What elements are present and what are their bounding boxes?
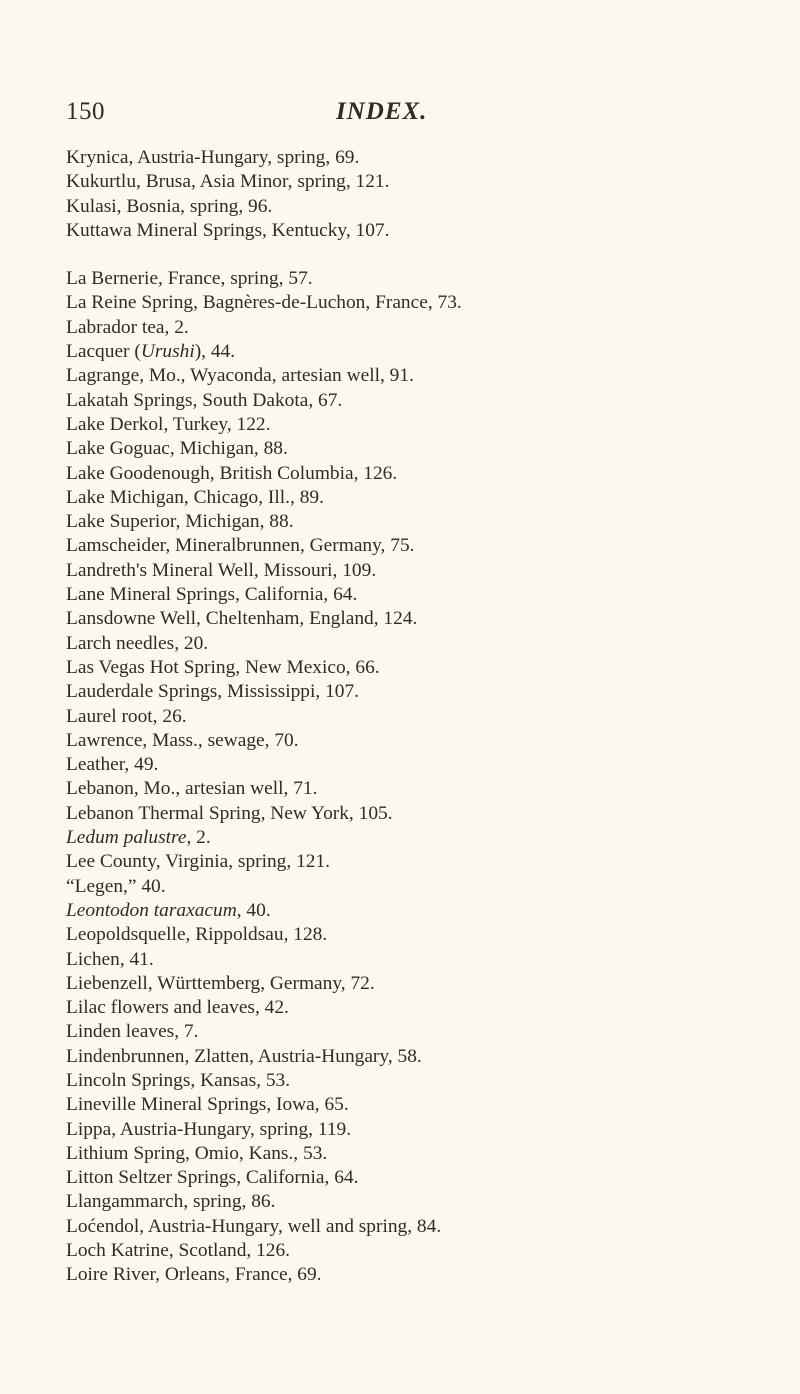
entry-text: Lansdowne Well, Cheltenham, England, 124. bbox=[66, 608, 418, 630]
page-number: 150 bbox=[66, 98, 105, 125]
index-entry bbox=[66, 1069, 756, 1093]
entry-text-italic: Leontodon taraxacum bbox=[66, 899, 237, 921]
entry-text: Leopoldsquelle, Rippoldsau, 128. bbox=[66, 924, 328, 946]
index-entry bbox=[66, 389, 756, 413]
entry-text: Llangammarch, spring, 86. bbox=[66, 1191, 276, 1213]
entry-text-prefix: Lacquer ( bbox=[66, 341, 141, 363]
entry-text: Lagrange, Mo., Wyaconda, artesian well, 91. bbox=[66, 365, 414, 387]
index-entry bbox=[66, 1118, 756, 1142]
index-entry bbox=[66, 753, 756, 777]
entry-text: Liebenzell, Württemberg, Germany, 72. bbox=[66, 972, 375, 994]
index-entry bbox=[66, 607, 756, 631]
entry-text: Litton Seltzer Springs, California, 64. bbox=[66, 1167, 359, 1189]
entry-text: Loćendol, Austria-Hungary, well and spring, 84. bbox=[66, 1215, 442, 1237]
entry-text-suffix: ), 44. bbox=[194, 341, 236, 363]
index-entry bbox=[66, 462, 756, 486]
entry-text: Loire River, Orleans, France, 69. bbox=[66, 1264, 322, 1286]
index-entry bbox=[66, 1142, 756, 1166]
entry-text: Lamscheider, Mineralbrunnen, Germany, 75. bbox=[66, 535, 415, 557]
entry-text: Labrador tea, 2. bbox=[66, 316, 189, 338]
index-entry bbox=[66, 923, 756, 947]
entry-text: Lichen, 41. bbox=[66, 948, 154, 970]
index-entry bbox=[66, 632, 756, 656]
entry-text: Landreth's Mineral Well, Missouri, 109. bbox=[66, 559, 377, 581]
index-entry bbox=[66, 826, 756, 850]
entry-text: Lebanon, Mo., artesian well, 71. bbox=[66, 778, 318, 800]
entry-text: Kuttawa Mineral Springs, Kentucky, 107. bbox=[66, 219, 390, 241]
index-entry bbox=[66, 510, 756, 534]
entry-text-italic: Urushi bbox=[140, 341, 195, 363]
index-entry bbox=[66, 364, 756, 388]
index-entry bbox=[66, 437, 756, 461]
entry-text: Krynica, Austria-Hungary, spring, 69. bbox=[66, 147, 360, 168]
entry-text: Kukurtlu, Brusa, Asia Minor, spring, 121. bbox=[66, 171, 390, 193]
entry-text: Lincoln Springs, Kansas, 53. bbox=[66, 1069, 291, 1091]
index-entry bbox=[66, 1263, 756, 1287]
entry-text: “Legen,” 40. bbox=[66, 875, 166, 897]
index-entry bbox=[66, 559, 756, 583]
index-entry bbox=[66, 583, 756, 607]
index-entry bbox=[66, 534, 756, 558]
index-entry bbox=[66, 802, 756, 826]
index-entry bbox=[66, 948, 756, 972]
entry-text: Lineville Mineral Springs, Iowa, 65. bbox=[66, 1094, 349, 1116]
entry-text: Lake Superior, Michigan, 88. bbox=[66, 511, 294, 533]
index-entry bbox=[66, 1020, 756, 1044]
index-entry bbox=[66, 850, 756, 874]
index-entry bbox=[66, 705, 756, 729]
entry-text: Lake Derkol, Turkey, 122. bbox=[66, 413, 271, 435]
entry-text-suffix: , 2. bbox=[186, 827, 211, 849]
entry-text: Lake Goguac, Michigan, 88. bbox=[66, 438, 288, 460]
entry-text: Loch Katrine, Scotland, 126. bbox=[66, 1240, 291, 1262]
page-header bbox=[66, 98, 486, 134]
entry-text: Lawrence, Mass., sewage, 70. bbox=[66, 729, 299, 751]
entry-text-suffix: , 40. bbox=[236, 899, 271, 921]
index-entry bbox=[66, 996, 756, 1020]
entry-text: Lane Mineral Springs, California, 64. bbox=[66, 584, 358, 606]
index-entry bbox=[66, 875, 756, 899]
index-entry bbox=[66, 899, 756, 923]
index-entry bbox=[66, 972, 756, 996]
entry-text: Lippa, Austria-Hungary, spring, 119. bbox=[66, 1118, 352, 1140]
index-entry bbox=[66, 656, 756, 680]
index-entry bbox=[66, 1045, 756, 1069]
entry-text: Lakatah Springs, South Dakota, 67. bbox=[66, 389, 343, 411]
entry-text: Larch needles, 20. bbox=[66, 632, 209, 654]
entry-text: Las Vegas Hot Spring, New Mexico, 66. bbox=[66, 656, 380, 678]
entry-text: Linden leaves, 7. bbox=[66, 1021, 199, 1043]
entry-text: Lee County, Virginia, spring, 121. bbox=[66, 851, 330, 873]
index-entry bbox=[66, 291, 756, 315]
entry-text: Leather, 49. bbox=[66, 754, 159, 776]
index-entry bbox=[66, 316, 756, 340]
index-entry bbox=[66, 413, 756, 437]
index-entry bbox=[66, 680, 756, 704]
index-entry bbox=[66, 1093, 756, 1117]
index-entry bbox=[66, 777, 756, 801]
entry-text: La Reine Spring, Bagnères-de-Luchon, France, 73. bbox=[66, 292, 462, 314]
entry-text-italic: Ledum palustre bbox=[66, 827, 187, 849]
entry-text: Lauderdale Springs, Mississippi, 107. bbox=[66, 681, 359, 703]
entry-text: Lebanon Thermal Spring, New York, 105. bbox=[66, 802, 393, 824]
entry-text: Lithium Spring, Omio, Kans., 53. bbox=[66, 1142, 328, 1164]
entry-text: Lake Michigan, Chicago, Ill., 89. bbox=[66, 486, 324, 508]
index-entry bbox=[66, 1166, 756, 1190]
index-entry bbox=[66, 1190, 756, 1214]
entry-text: Lilac flowers and leaves, 42. bbox=[66, 997, 289, 1019]
index-entry bbox=[66, 486, 756, 510]
entry-text: La Bernerie, France, spring, 57. bbox=[66, 268, 313, 290]
index-list bbox=[66, 146, 756, 1288]
index-entry bbox=[66, 170, 756, 194]
index-entry bbox=[66, 146, 756, 170]
index-entry bbox=[66, 729, 756, 753]
index-entry bbox=[66, 340, 756, 364]
index-entry bbox=[66, 267, 756, 291]
index-entry bbox=[66, 219, 756, 243]
entry-text: Lindenbrunnen, Zlatten, Austria-Hungary, 58. bbox=[66, 1045, 422, 1067]
index-group bbox=[66, 146, 756, 243]
entry-text: Lake Goodenough, British Columbia, 126. bbox=[66, 462, 398, 484]
index-entry bbox=[66, 1239, 756, 1263]
entry-text: Laurel root, 26. bbox=[66, 705, 187, 727]
index-entry bbox=[66, 1215, 756, 1239]
running-head: INDEX. bbox=[336, 98, 428, 125]
entry-text: Kulasi, Bosnia, spring, 96. bbox=[66, 195, 273, 217]
index-entry bbox=[66, 195, 756, 219]
index-group bbox=[66, 267, 756, 1287]
